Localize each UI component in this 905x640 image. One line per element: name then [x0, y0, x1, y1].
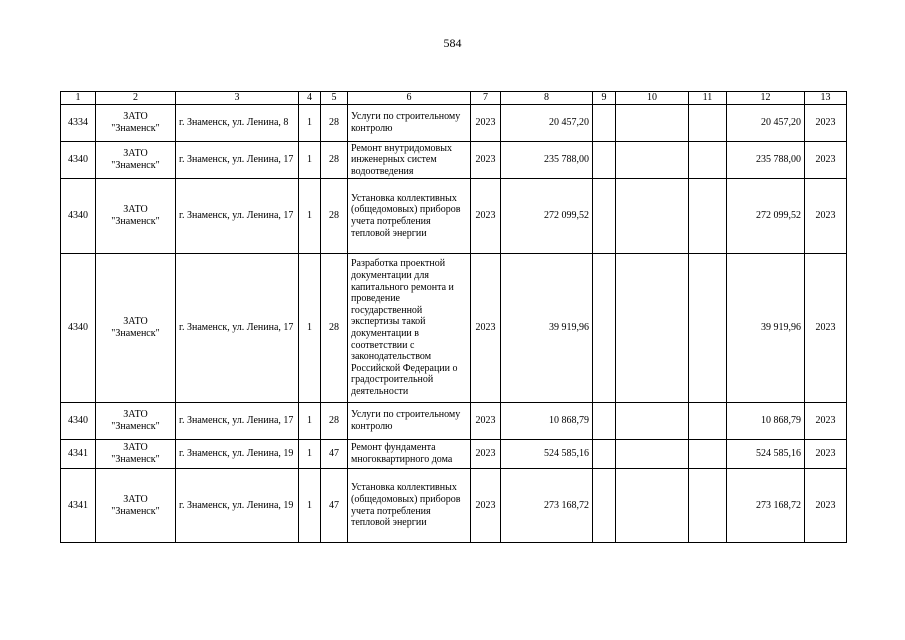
- column-header: 2: [96, 92, 176, 105]
- cell-address: г. Знаменск, ул. Ленина, 17: [176, 254, 299, 403]
- cell-col10: [616, 440, 689, 469]
- cell-col12-cost: 10 868,79: [727, 403, 805, 440]
- cell-record-number: 4334: [61, 105, 96, 142]
- cell-record-number: 4340: [61, 254, 96, 403]
- column-header: 1: [61, 92, 96, 105]
- cell-total-cost: 524 585,16: [501, 440, 593, 469]
- column-header: 13: [805, 92, 847, 105]
- cell-col13-year: 2023: [805, 105, 847, 142]
- cell-service: Установка коллективных (общедомовых) приборов учета потребления тепловой энергии: [348, 179, 471, 254]
- column-header: 7: [471, 92, 501, 105]
- cell-service: Ремонт фундамента многоквартирного дома: [348, 440, 471, 469]
- column-header: 11: [689, 92, 727, 105]
- table-row: [61, 469, 847, 543]
- table-row: [61, 142, 847, 179]
- cell-col4: 1: [299, 403, 321, 440]
- cell-col12-cost: 235 788,00: [727, 142, 805, 179]
- cell-total-cost: 20 457,20: [501, 105, 593, 142]
- cell-col5: 28: [321, 105, 348, 142]
- cell-col12-cost: 39 919,96: [727, 254, 805, 403]
- cell-col4: 1: [299, 105, 321, 142]
- cell-col4: 1: [299, 254, 321, 403]
- cell-municipality: ЗАТО "Знаменск": [96, 440, 176, 469]
- cell-municipality: ЗАТО "Знаменск": [96, 403, 176, 440]
- cell-service: Услуги по строительному контролю: [348, 105, 471, 142]
- table-row: [61, 254, 847, 403]
- cell-total-cost: 39 919,96: [501, 254, 593, 403]
- cell-col9: [593, 254, 616, 403]
- table-row: [61, 440, 847, 469]
- cell-col12-cost: 272 099,52: [727, 179, 805, 254]
- cell-address: г. Знаменск, ул. Ленина, 17: [176, 403, 299, 440]
- column-header: 9: [593, 92, 616, 105]
- cell-col13-year: 2023: [805, 403, 847, 440]
- column-header: 5: [321, 92, 348, 105]
- table-row: [61, 403, 847, 440]
- cell-col13-year: 2023: [805, 142, 847, 179]
- cell-col11: [689, 440, 727, 469]
- cell-col9: [593, 179, 616, 254]
- cell-address: г. Знаменск, ул. Ленина, 17: [176, 142, 299, 179]
- cell-col10: [616, 179, 689, 254]
- column-header: 10: [616, 92, 689, 105]
- cell-col10: [616, 105, 689, 142]
- cell-record-number: 4340: [61, 142, 96, 179]
- cell-col4: 1: [299, 440, 321, 469]
- cell-col4: 1: [299, 142, 321, 179]
- column-header: 6: [348, 92, 471, 105]
- cell-municipality: ЗАТО "Знаменск": [96, 254, 176, 403]
- cell-col11: [689, 254, 727, 403]
- column-number-row: [61, 92, 847, 105]
- cell-service: Услуги по строительному контролю: [348, 403, 471, 440]
- cell-municipality: ЗАТО "Знаменск": [96, 105, 176, 142]
- cell-col11: [689, 469, 727, 543]
- table-row: [61, 179, 847, 254]
- cell-col10: [616, 403, 689, 440]
- cell-col9: [593, 142, 616, 179]
- cell-col12-cost: 20 457,20: [727, 105, 805, 142]
- cell-col5: 47: [321, 440, 348, 469]
- cell-col5: 28: [321, 179, 348, 254]
- cell-year: 2023: [471, 440, 501, 469]
- cell-col4: 1: [299, 179, 321, 254]
- cell-col5: 28: [321, 403, 348, 440]
- cell-col4: 1: [299, 469, 321, 543]
- cell-col5: 28: [321, 142, 348, 179]
- cell-year: 2023: [471, 179, 501, 254]
- cell-service: Ремонт внутридомовых инженерных систем водоотведения: [348, 142, 471, 179]
- cell-col11: [689, 142, 727, 179]
- table-row: [61, 105, 847, 142]
- cell-year: 2023: [471, 254, 501, 403]
- page-number: 584: [443, 36, 462, 50]
- cell-col10: [616, 469, 689, 543]
- column-header: 8: [501, 92, 593, 105]
- column-header: 4: [299, 92, 321, 105]
- cell-col13-year: 2023: [805, 469, 847, 543]
- cell-service: Установка коллективных (общедомовых) приборов учета потребления тепловой энергии: [348, 469, 471, 543]
- cell-municipality: ЗАТО "Знаменск": [96, 142, 176, 179]
- register-table: [60, 91, 847, 543]
- cell-col9: [593, 105, 616, 142]
- cell-total-cost: 272 099,52: [501, 179, 593, 254]
- cell-col5: 47: [321, 469, 348, 543]
- cell-total-cost: 10 868,79: [501, 403, 593, 440]
- cell-col9: [593, 403, 616, 440]
- cell-col12-cost: 524 585,16: [727, 440, 805, 469]
- cell-col11: [689, 179, 727, 254]
- cell-year: 2023: [471, 142, 501, 179]
- cell-year: 2023: [471, 469, 501, 543]
- cell-address: г. Знаменск, ул. Ленина, 17: [176, 179, 299, 254]
- cell-col10: [616, 254, 689, 403]
- cell-record-number: 4341: [61, 440, 96, 469]
- cell-service: Разработка проектной документации для капитального ремонта и проведение государственной экспертизы такой документации в соответствии с законодательством Российской Федерации о градостроительной деятельности: [348, 254, 471, 403]
- cell-record-number: 4340: [61, 179, 96, 254]
- cell-address: г. Знаменск, ул. Ленина, 19: [176, 440, 299, 469]
- cell-col5: 28: [321, 254, 348, 403]
- cell-col13-year: 2023: [805, 440, 847, 469]
- cell-col12-cost: 273 168,72: [727, 469, 805, 543]
- cell-municipality: ЗАТО "Знаменск": [96, 179, 176, 254]
- cell-total-cost: 235 788,00: [501, 142, 593, 179]
- cell-col10: [616, 142, 689, 179]
- cell-col9: [593, 440, 616, 469]
- cell-year: 2023: [471, 403, 501, 440]
- cell-record-number: 4341: [61, 469, 96, 543]
- cell-col13-year: 2023: [805, 179, 847, 254]
- cell-col11: [689, 403, 727, 440]
- cell-col9: [593, 469, 616, 543]
- cell-address: г. Знаменск, ул. Ленина, 19: [176, 469, 299, 543]
- cell-col13-year: 2023: [805, 254, 847, 403]
- cell-year: 2023: [471, 105, 501, 142]
- cell-address: г. Знаменск, ул. Ленина, 8: [176, 105, 299, 142]
- cell-total-cost: 273 168,72: [501, 469, 593, 543]
- cell-record-number: 4340: [61, 403, 96, 440]
- column-header: 12: [727, 92, 805, 105]
- column-header: 3: [176, 92, 299, 105]
- cell-col11: [689, 105, 727, 142]
- cell-municipality: ЗАТО "Знаменск": [96, 469, 176, 543]
